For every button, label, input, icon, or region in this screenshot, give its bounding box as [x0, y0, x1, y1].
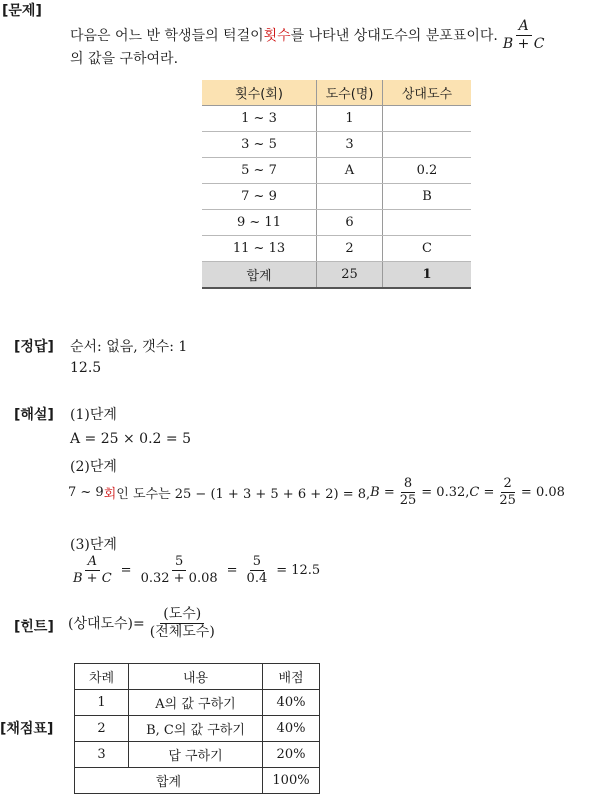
table-cell: 3 — [75, 742, 129, 768]
frac-den: (전체도수) — [149, 623, 215, 640]
eq3-frac-2 — [138, 555, 221, 585]
solution-step3: (3)단계 — [70, 537, 117, 553]
table-cell: 7 ~ 9 — [202, 184, 317, 210]
problem-frac-den: B + C — [502, 35, 545, 52]
frac-num: 2 — [501, 477, 515, 493]
table-row — [75, 742, 320, 768]
table-row — [75, 664, 320, 690]
table-cell: 2 — [317, 236, 383, 262]
frac-den: 25 — [499, 492, 516, 508]
table-cell: 0.2 — [383, 158, 472, 184]
table-cell: 25 — [317, 262, 383, 289]
solution-step1: (1)단계 — [70, 407, 117, 423]
table-cell — [383, 132, 472, 158]
frac-num: A — [87, 553, 98, 569]
solution-label: [해설] — [14, 407, 54, 423]
table-cell: 40% — [263, 690, 320, 716]
frequency-table — [202, 80, 471, 289]
frac-num: 5 — [172, 555, 186, 571]
table-row — [202, 158, 471, 184]
table-cell: 9 ~ 11 — [202, 210, 317, 236]
frac-num: 5 — [250, 555, 264, 571]
frac-num: 8 — [401, 477, 415, 493]
table-cell: A — [317, 158, 383, 184]
hint-fraction — [147, 607, 218, 639]
problem-text-line2: 의 값을 구하여라. — [70, 51, 179, 67]
table-row — [202, 106, 471, 132]
table-cell — [317, 184, 383, 210]
hint-lhs: (상대도수)= — [68, 616, 145, 632]
eq3-frac-3 — [244, 555, 271, 585]
table-total-row — [202, 262, 471, 289]
grading-label: [채점표] — [0, 721, 54, 737]
col-header-count: 횟수(회) — [202, 80, 317, 106]
table-cell: 1 ~ 3 — [202, 106, 317, 132]
table-row — [202, 210, 471, 236]
frac-den: 0.4 — [246, 570, 268, 586]
table-cell: B, C의 값 구하기 — [129, 716, 263, 742]
frac-den: B + C — [73, 570, 112, 586]
solution-eq3: $\frac{A}{B + C}$ = $\frac{5}{0.32 + 0.08}$ = $\frac{5}{0.4}$ = 12.5 — [68, 550, 320, 590]
eq2-after1: = 0.32, — [421, 484, 470, 500]
col-header-frequency: 도수(명) — [317, 80, 383, 106]
eq2-b: B = — [370, 484, 395, 500]
table-cell: 11 ~ 13 — [202, 236, 317, 262]
table-cell: 합계 — [202, 262, 317, 289]
table-cell: 답 구하기 — [129, 742, 263, 768]
table-cell: 합계 — [75, 768, 263, 794]
problem-fraction — [500, 19, 548, 51]
table-row — [202, 236, 471, 262]
problem-text-highlight: 횟수 — [263, 28, 291, 44]
eq2-mid: 인 도수는 25 − (1 + 3 + 5 + 6 + 2) = 8, — [116, 486, 371, 502]
eq3-frac-1 — [70, 555, 115, 585]
table-cell: 40% — [263, 716, 320, 742]
table-row — [202, 184, 471, 210]
table-cell: 1 — [75, 690, 129, 716]
table-cell: 1 — [383, 262, 472, 289]
problem-frac-num: A — [518, 17, 529, 34]
answer-line1: 순서: 없음, 갯수: 1 — [70, 339, 188, 355]
table-cell: 3 ~ 5 — [202, 132, 317, 158]
table-cell: 3 — [317, 132, 383, 158]
problem-text-rest: 를 나타낸 상대도수의 분포표이다. — [290, 28, 498, 44]
table-cell: 20% — [263, 742, 320, 768]
table-cell — [383, 210, 472, 236]
table-cell: 차례 — [75, 664, 129, 690]
solution-step2: (2)단계 — [70, 459, 117, 475]
hint-formula — [68, 602, 220, 644]
problem-text-start: 다음은 어느 반 학생들의 턱걸이 — [70, 28, 264, 44]
grading-table — [74, 663, 320, 794]
answer-line2: 12.5 — [70, 360, 102, 376]
table-cell: 내용 — [129, 664, 263, 690]
eq2-frac-c — [496, 477, 519, 507]
table-row — [75, 716, 320, 742]
table-row — [202, 132, 471, 158]
table-total-row — [75, 768, 320, 794]
table-cell: 6 — [317, 210, 383, 236]
frac-den: 0.32 + 0.08 — [140, 570, 218, 586]
table-cell: A의 값 구하기 — [129, 690, 263, 716]
eq2-after2: = 0.08 — [520, 484, 565, 500]
table-cell: 배점 — [263, 664, 320, 690]
table-cell: 5 ~ 7 — [202, 158, 317, 184]
eq2-highlight: 회 — [103, 486, 117, 502]
eq2-c: C = — [469, 484, 495, 500]
answer-label: [정답] — [14, 339, 54, 355]
col-header-relative: 상대도수 — [383, 80, 472, 106]
table-row — [75, 690, 320, 716]
problem-label: [문제] — [2, 3, 42, 19]
solution-eq1: A = 25 × 0.2 = 5 — [70, 431, 191, 447]
frac-den: 25 — [399, 492, 417, 508]
eq2-range: 7 ~ 9 — [68, 484, 104, 500]
table-cell: 2 — [75, 716, 129, 742]
table-cell: C — [383, 236, 472, 262]
table-cell: 100% — [263, 768, 320, 794]
eq2-frac-b — [397, 477, 420, 507]
table-cell — [383, 106, 472, 132]
solution-eq2 — [68, 472, 565, 512]
table-cell: 1 — [317, 106, 383, 132]
table-cell: B — [383, 184, 472, 210]
frac-num: (도수) — [160, 607, 204, 624]
eq3-result: = 12.5 — [276, 562, 321, 578]
hint-label: [힌트] — [14, 619, 54, 635]
